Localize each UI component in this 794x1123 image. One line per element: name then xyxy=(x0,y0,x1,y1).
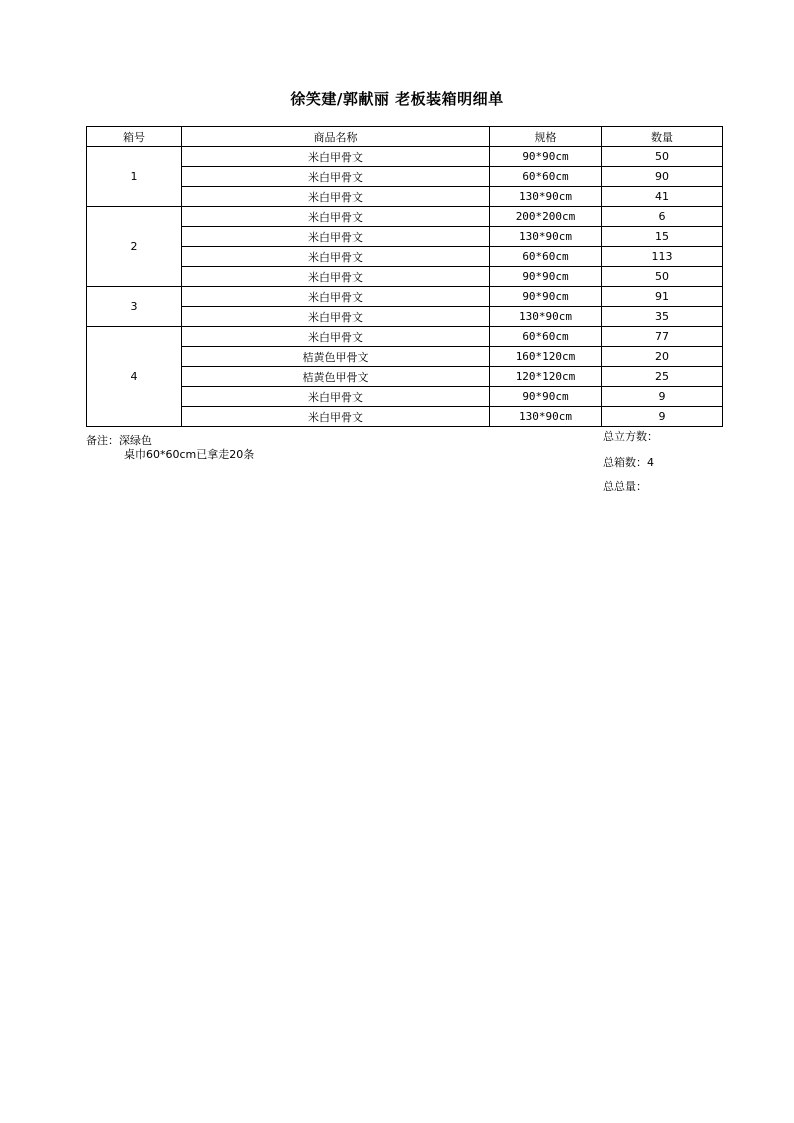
spec-cell: 60*60cm xyxy=(490,167,602,187)
notes-text-1: 深绿色 xyxy=(119,434,152,447)
header-spec: 规格 xyxy=(490,127,602,147)
total-boxes-label: 总箱数： xyxy=(603,456,647,469)
total-boxes-value: 4 xyxy=(647,456,654,469)
quantity-cell: 50 xyxy=(602,267,723,287)
notes-text-2-value: 桌巾60*60cm已拿走20条 xyxy=(124,448,255,461)
box-number-cell: 1 xyxy=(87,147,182,207)
quantity-cell: 9 xyxy=(602,407,723,427)
total-volume-label: 总立方数： xyxy=(603,430,658,443)
product-name-cell: 米白甲骨文 xyxy=(182,307,490,327)
table-row xyxy=(87,287,723,307)
table-row xyxy=(87,227,723,247)
quantity-cell: 9 xyxy=(602,387,723,407)
header-box-no: 箱号 xyxy=(87,127,182,147)
product-name-cell: 米白甲骨文 xyxy=(182,167,490,187)
table-row xyxy=(87,147,723,167)
total-volume xyxy=(603,428,658,444)
table-header-row xyxy=(87,127,723,147)
quantity-cell: 113 xyxy=(602,247,723,267)
table-row xyxy=(87,307,723,327)
table-row xyxy=(87,267,723,287)
table-row xyxy=(87,187,723,207)
spec-cell: 130*90cm xyxy=(490,187,602,207)
quantity-cell: 15 xyxy=(602,227,723,247)
quantity-cell: 6 xyxy=(602,207,723,227)
page-title: 徐笑建/郭献丽 老板装箱明细单 xyxy=(290,90,504,108)
product-name-cell: 桔黄色甲骨文 xyxy=(182,367,490,387)
header-product-name: 商品名称 xyxy=(182,127,490,147)
spec-cell: 90*90cm xyxy=(490,267,602,287)
table-row xyxy=(87,387,723,407)
table-row xyxy=(87,247,723,267)
quantity-cell: 91 xyxy=(602,287,723,307)
notes-text-2 xyxy=(124,446,254,462)
spec-cell: 200*200cm xyxy=(490,207,602,227)
box-number-cell: 3 xyxy=(87,287,182,327)
spec-cell: 130*90cm xyxy=(490,307,602,327)
table-row xyxy=(87,327,723,347)
table-row xyxy=(87,207,723,227)
packing-table xyxy=(86,126,723,427)
quantity-cell: 20 xyxy=(602,347,723,367)
spec-cell: 160*120cm xyxy=(490,347,602,367)
spec-cell: 90*90cm xyxy=(490,147,602,167)
table-body xyxy=(87,147,723,427)
product-name-cell: 米白甲骨文 xyxy=(182,387,490,407)
spec-cell: 90*90cm xyxy=(490,387,602,407)
product-name-cell: 米白甲骨文 xyxy=(182,287,490,307)
quantity-cell: 77 xyxy=(602,327,723,347)
total-boxes xyxy=(603,454,654,470)
product-name-cell: 米白甲骨文 xyxy=(182,247,490,267)
quantity-cell: 41 xyxy=(602,187,723,207)
table-row xyxy=(87,407,723,427)
spec-cell: 90*90cm xyxy=(490,287,602,307)
product-name-cell: 米白甲骨文 xyxy=(182,187,490,207)
quantity-cell: 90 xyxy=(602,167,723,187)
spec-cell: 60*60cm xyxy=(490,247,602,267)
product-name-cell: 米白甲骨文 xyxy=(182,147,490,167)
product-name-cell: 米白甲骨文 xyxy=(182,327,490,347)
product-name-cell: 米白甲骨文 xyxy=(182,407,490,427)
product-name-cell: 米白甲骨文 xyxy=(182,207,490,227)
spec-cell: 130*90cm xyxy=(490,227,602,247)
spec-cell: 120*120cm xyxy=(490,367,602,387)
spec-cell: 130*90cm xyxy=(490,407,602,427)
quantity-cell: 35 xyxy=(602,307,723,327)
table-row xyxy=(87,367,723,387)
box-number-cell: 4 xyxy=(87,327,182,427)
product-name-cell: 米白甲骨文 xyxy=(182,267,490,287)
table-row xyxy=(87,347,723,367)
box-number-cell: 2 xyxy=(87,207,182,287)
quantity-cell: 25 xyxy=(602,367,723,387)
total-weight-label: 总总量： xyxy=(603,480,647,493)
spec-cell: 60*60cm xyxy=(490,327,602,347)
table-row xyxy=(87,167,723,187)
quantity-cell: 50 xyxy=(602,147,723,167)
total-weight xyxy=(603,478,647,494)
notes-label: 备注： xyxy=(86,434,119,447)
header-quantity: 数量 xyxy=(602,127,723,147)
product-name-cell: 桔黄色甲骨文 xyxy=(182,347,490,367)
product-name-cell: 米白甲骨文 xyxy=(182,227,490,247)
